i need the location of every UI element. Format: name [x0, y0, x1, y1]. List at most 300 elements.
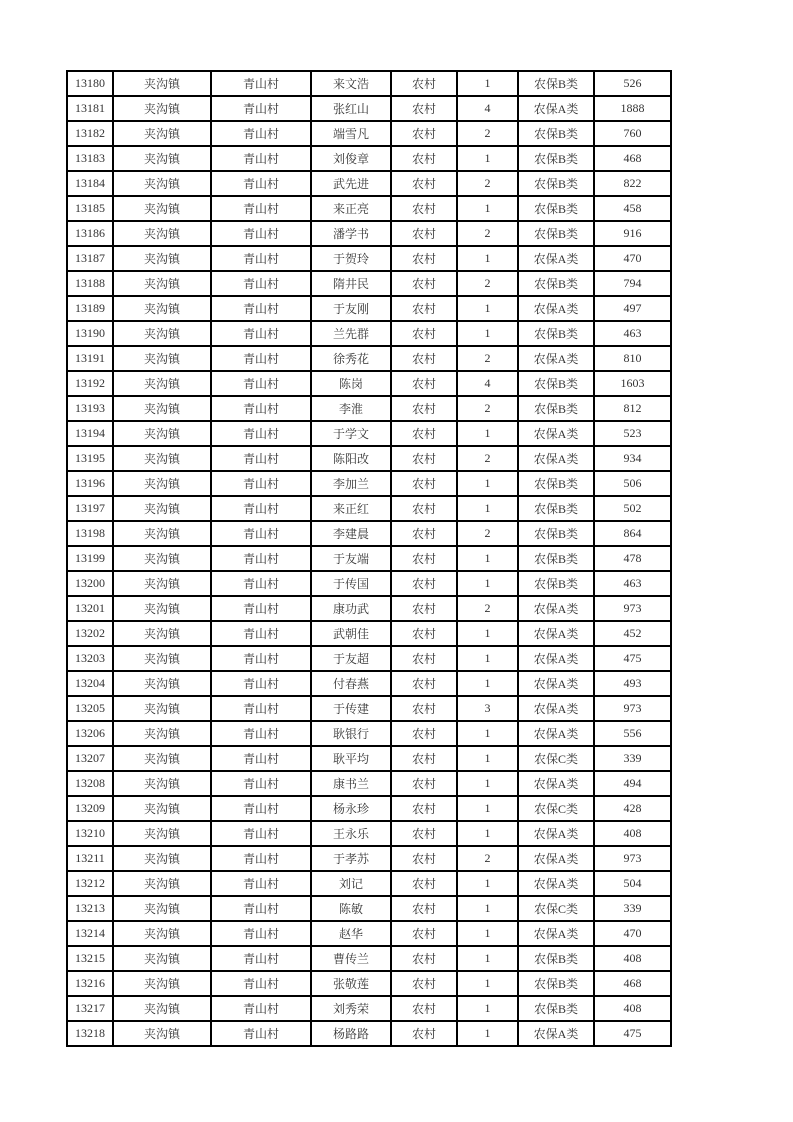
- table-row: [67, 546, 671, 571]
- cell-person-name: 于友超: [311, 646, 391, 671]
- cell-insurance-class: 农保B类: [518, 996, 594, 1021]
- cell-residence-type: 农村: [391, 571, 457, 596]
- cell-residence-type: 农村: [391, 946, 457, 971]
- cell-town: 夹沟镇: [113, 696, 211, 721]
- cell-insurance-class: 农保B类: [518, 321, 594, 346]
- cell-person-count: 4: [457, 96, 518, 121]
- cell-insurance-class: 农保B类: [518, 371, 594, 396]
- cell-insurance-class: 农保C类: [518, 796, 594, 821]
- cell-amount: 810: [594, 346, 671, 371]
- cell-person-count: 2: [457, 221, 518, 246]
- cell-town: 夹沟镇: [113, 446, 211, 471]
- cell-amount: 339: [594, 746, 671, 771]
- cell-amount: 934: [594, 446, 671, 471]
- cell-town: 夹沟镇: [113, 946, 211, 971]
- cell-village: 青山村: [211, 396, 311, 421]
- cell-village: 青山村: [211, 896, 311, 921]
- cell-record-id: 13215: [67, 946, 113, 971]
- table-row: [67, 596, 671, 621]
- cell-insurance-class: 农保C类: [518, 896, 594, 921]
- cell-village: 青山村: [211, 996, 311, 1021]
- cell-record-id: 13191: [67, 346, 113, 371]
- cell-residence-type: 农村: [391, 446, 457, 471]
- cell-person-name: 康书兰: [311, 771, 391, 796]
- cell-person-count: 2: [457, 846, 518, 871]
- cell-person-count: 1: [457, 946, 518, 971]
- cell-person-count: 1: [457, 496, 518, 521]
- cell-village: 青山村: [211, 246, 311, 271]
- records-table: [66, 70, 672, 1047]
- cell-town: 夹沟镇: [113, 421, 211, 446]
- cell-amount: 556: [594, 721, 671, 746]
- cell-town: 夹沟镇: [113, 346, 211, 371]
- table-row: [67, 921, 671, 946]
- cell-village: 青山村: [211, 971, 311, 996]
- cell-person-name: 陈敏: [311, 896, 391, 921]
- cell-record-id: 13205: [67, 696, 113, 721]
- table-row: [67, 821, 671, 846]
- cell-village: 青山村: [211, 721, 311, 746]
- cell-village: 青山村: [211, 521, 311, 546]
- cell-town: 夹沟镇: [113, 821, 211, 846]
- cell-insurance-class: 农保A类: [518, 646, 594, 671]
- cell-record-id: 13199: [67, 546, 113, 571]
- cell-insurance-class: 农保B类: [518, 171, 594, 196]
- cell-record-id: 13203: [67, 646, 113, 671]
- cell-town: 夹沟镇: [113, 496, 211, 521]
- cell-insurance-class: 农保C类: [518, 746, 594, 771]
- cell-amount: 523: [594, 421, 671, 446]
- cell-person-count: 1: [457, 571, 518, 596]
- cell-town: 夹沟镇: [113, 971, 211, 996]
- cell-residence-type: 农村: [391, 96, 457, 121]
- table-row: [67, 721, 671, 746]
- cell-residence-type: 农村: [391, 121, 457, 146]
- cell-residence-type: 农村: [391, 171, 457, 196]
- cell-amount: 493: [594, 671, 671, 696]
- table-row: [67, 346, 671, 371]
- cell-person-name: 于友端: [311, 546, 391, 571]
- cell-person-name: 于友刚: [311, 296, 391, 321]
- cell-record-id: 13180: [67, 71, 113, 96]
- table-row: [67, 96, 671, 121]
- cell-person-name: 康功武: [311, 596, 391, 621]
- table-row: [67, 846, 671, 871]
- cell-person-count: 1: [457, 71, 518, 96]
- cell-town: 夹沟镇: [113, 646, 211, 671]
- cell-town: 夹沟镇: [113, 546, 211, 571]
- cell-person-count: 1: [457, 996, 518, 1021]
- cell-record-id: 13208: [67, 771, 113, 796]
- cell-village: 青山村: [211, 746, 311, 771]
- cell-village: 青山村: [211, 771, 311, 796]
- table-row: [67, 671, 671, 696]
- cell-record-id: 13197: [67, 496, 113, 521]
- cell-person-name: 端雪凡: [311, 121, 391, 146]
- cell-village: 青山村: [211, 871, 311, 896]
- cell-record-id: 13210: [67, 821, 113, 846]
- cell-record-id: 13188: [67, 271, 113, 296]
- cell-record-id: 13213: [67, 896, 113, 921]
- cell-record-id: 13217: [67, 996, 113, 1021]
- table-row: [67, 996, 671, 1021]
- cell-person-count: 1: [457, 321, 518, 346]
- cell-town: 夹沟镇: [113, 171, 211, 196]
- cell-amount: 973: [594, 846, 671, 871]
- cell-insurance-class: 农保A类: [518, 246, 594, 271]
- cell-person-name: 陈岗: [311, 371, 391, 396]
- cell-insurance-class: 农保A类: [518, 346, 594, 371]
- cell-amount: 864: [594, 521, 671, 546]
- cell-village: 青山村: [211, 946, 311, 971]
- cell-residence-type: 农村: [391, 146, 457, 171]
- cell-residence-type: 农村: [391, 621, 457, 646]
- cell-residence-type: 农村: [391, 471, 457, 496]
- cell-residence-type: 农村: [391, 371, 457, 396]
- cell-record-id: 13187: [67, 246, 113, 271]
- table-row: [67, 396, 671, 421]
- cell-record-id: 13216: [67, 971, 113, 996]
- table-row: [67, 871, 671, 896]
- cell-insurance-class: 农保A类: [518, 921, 594, 946]
- cell-person-count: 1: [457, 896, 518, 921]
- cell-person-count: 2: [457, 446, 518, 471]
- cell-residence-type: 农村: [391, 296, 457, 321]
- cell-person-name: 于传建: [311, 696, 391, 721]
- cell-residence-type: 农村: [391, 396, 457, 421]
- cell-residence-type: 农村: [391, 671, 457, 696]
- cell-village: 青山村: [211, 1021, 311, 1046]
- table-row: [67, 471, 671, 496]
- cell-person-count: 1: [457, 671, 518, 696]
- cell-amount: 470: [594, 921, 671, 946]
- table-row: [67, 446, 671, 471]
- cell-village: 青山村: [211, 321, 311, 346]
- cell-person-count: 4: [457, 371, 518, 396]
- table-row: [67, 246, 671, 271]
- cell-village: 青山村: [211, 221, 311, 246]
- cell-residence-type: 农村: [391, 646, 457, 671]
- cell-person-count: 1: [457, 621, 518, 646]
- cell-person-count: 2: [457, 346, 518, 371]
- cell-village: 青山村: [211, 671, 311, 696]
- cell-amount: 463: [594, 321, 671, 346]
- cell-person-name: 武朝佳: [311, 621, 391, 646]
- cell-insurance-class: 农保B类: [518, 396, 594, 421]
- table-row: [67, 271, 671, 296]
- cell-town: 夹沟镇: [113, 371, 211, 396]
- cell-town: 夹沟镇: [113, 1021, 211, 1046]
- cell-amount: 408: [594, 946, 671, 971]
- cell-residence-type: 农村: [391, 496, 457, 521]
- cell-insurance-class: 农保B类: [518, 546, 594, 571]
- cell-record-id: 13192: [67, 371, 113, 396]
- cell-town: 夹沟镇: [113, 746, 211, 771]
- cell-amount: 812: [594, 396, 671, 421]
- cell-village: 青山村: [211, 371, 311, 396]
- cell-residence-type: 农村: [391, 896, 457, 921]
- cell-person-name: 赵华: [311, 921, 391, 946]
- cell-person-name: 刘秀荣: [311, 996, 391, 1021]
- cell-residence-type: 农村: [391, 921, 457, 946]
- cell-amount: 504: [594, 871, 671, 896]
- cell-insurance-class: 农保B类: [518, 496, 594, 521]
- cell-town: 夹沟镇: [113, 96, 211, 121]
- cell-record-id: 13202: [67, 621, 113, 646]
- cell-residence-type: 农村: [391, 796, 457, 821]
- cell-town: 夹沟镇: [113, 221, 211, 246]
- cell-amount: 452: [594, 621, 671, 646]
- cell-insurance-class: 农保A类: [518, 671, 594, 696]
- cell-record-id: 13194: [67, 421, 113, 446]
- cell-insurance-class: 农保A类: [518, 96, 594, 121]
- cell-residence-type: 农村: [391, 771, 457, 796]
- table-row: [67, 421, 671, 446]
- cell-record-id: 13207: [67, 746, 113, 771]
- cell-amount: 475: [594, 646, 671, 671]
- cell-residence-type: 农村: [391, 221, 457, 246]
- cell-insurance-class: 农保A类: [518, 1021, 594, 1046]
- cell-person-count: 2: [457, 271, 518, 296]
- cell-record-id: 13185: [67, 196, 113, 221]
- cell-amount: 428: [594, 796, 671, 821]
- cell-record-id: 13189: [67, 296, 113, 321]
- cell-person-name: 王永乐: [311, 821, 391, 846]
- cell-village: 青山村: [211, 846, 311, 871]
- cell-village: 青山村: [211, 496, 311, 521]
- table-row: [67, 146, 671, 171]
- cell-person-count: 1: [457, 646, 518, 671]
- cell-residence-type: 农村: [391, 846, 457, 871]
- cell-town: 夹沟镇: [113, 121, 211, 146]
- cell-amount: 916: [594, 221, 671, 246]
- cell-record-id: 13212: [67, 871, 113, 896]
- table-row: [67, 171, 671, 196]
- cell-person-count: 1: [457, 746, 518, 771]
- cell-village: 青山村: [211, 296, 311, 321]
- cell-insurance-class: 农保A类: [518, 846, 594, 871]
- cell-residence-type: 农村: [391, 321, 457, 346]
- cell-amount: 502: [594, 496, 671, 521]
- cell-town: 夹沟镇: [113, 721, 211, 746]
- cell-person-count: 1: [457, 971, 518, 996]
- cell-insurance-class: 农保B类: [518, 121, 594, 146]
- cell-person-count: 1: [457, 921, 518, 946]
- cell-amount: 458: [594, 196, 671, 221]
- cell-town: 夹沟镇: [113, 321, 211, 346]
- cell-person-name: 于传国: [311, 571, 391, 596]
- cell-residence-type: 农村: [391, 546, 457, 571]
- cell-person-name: 于贺玲: [311, 246, 391, 271]
- cell-record-id: 13181: [67, 96, 113, 121]
- cell-person-name: 徐秀花: [311, 346, 391, 371]
- cell-town: 夹沟镇: [113, 671, 211, 696]
- cell-village: 青山村: [211, 446, 311, 471]
- cell-record-id: 13214: [67, 921, 113, 946]
- cell-person-count: 1: [457, 721, 518, 746]
- cell-person-count: 1: [457, 146, 518, 171]
- table-row: [67, 296, 671, 321]
- cell-village: 青山村: [211, 121, 311, 146]
- cell-person-name: 张敬莲: [311, 971, 391, 996]
- cell-insurance-class: 农保A类: [518, 596, 594, 621]
- cell-insurance-class: 农保A类: [518, 446, 594, 471]
- cell-town: 夹沟镇: [113, 771, 211, 796]
- cell-person-count: 2: [457, 121, 518, 146]
- cell-person-count: 1: [457, 546, 518, 571]
- cell-town: 夹沟镇: [113, 896, 211, 921]
- cell-person-name: 李加兰: [311, 471, 391, 496]
- table-row: [67, 121, 671, 146]
- cell-residence-type: 农村: [391, 196, 457, 221]
- cell-residence-type: 农村: [391, 521, 457, 546]
- cell-person-count: 1: [457, 1021, 518, 1046]
- cell-amount: 1603: [594, 371, 671, 396]
- cell-person-count: 2: [457, 171, 518, 196]
- cell-residence-type: 农村: [391, 1021, 457, 1046]
- cell-person-name: 刘记: [311, 871, 391, 896]
- table-row: [67, 321, 671, 346]
- cell-person-name: 李建晨: [311, 521, 391, 546]
- cell-person-count: 1: [457, 821, 518, 846]
- cell-insurance-class: 农保B类: [518, 71, 594, 96]
- cell-person-count: 1: [457, 246, 518, 271]
- cell-record-id: 13200: [67, 571, 113, 596]
- cell-insurance-class: 农保B类: [518, 146, 594, 171]
- cell-amount: 497: [594, 296, 671, 321]
- cell-residence-type: 农村: [391, 696, 457, 721]
- cell-record-id: 13201: [67, 596, 113, 621]
- cell-person-name: 来正亮: [311, 196, 391, 221]
- cell-insurance-class: 农保B类: [518, 521, 594, 546]
- cell-village: 青山村: [211, 421, 311, 446]
- cell-residence-type: 农村: [391, 421, 457, 446]
- cell-person-count: 1: [457, 196, 518, 221]
- cell-amount: 794: [594, 271, 671, 296]
- cell-person-count: 3: [457, 696, 518, 721]
- cell-town: 夹沟镇: [113, 921, 211, 946]
- cell-insurance-class: 农保A类: [518, 821, 594, 846]
- cell-person-name: 刘俊章: [311, 146, 391, 171]
- cell-insurance-class: 农保A类: [518, 721, 594, 746]
- cell-person-name: 兰先群: [311, 321, 391, 346]
- table-row: [67, 946, 671, 971]
- cell-insurance-class: 农保B类: [518, 271, 594, 296]
- cell-village: 青山村: [211, 146, 311, 171]
- cell-amount: 463: [594, 571, 671, 596]
- cell-person-count: 2: [457, 596, 518, 621]
- cell-village: 青山村: [211, 571, 311, 596]
- cell-town: 夹沟镇: [113, 196, 211, 221]
- cell-residence-type: 农村: [391, 246, 457, 271]
- cell-town: 夹沟镇: [113, 996, 211, 1021]
- cell-town: 夹沟镇: [113, 796, 211, 821]
- table-row: [67, 646, 671, 671]
- cell-insurance-class: 农保A类: [518, 771, 594, 796]
- cell-village: 青山村: [211, 696, 311, 721]
- cell-residence-type: 农村: [391, 871, 457, 896]
- cell-record-id: 13193: [67, 396, 113, 421]
- cell-insurance-class: 农保B类: [518, 471, 594, 496]
- cell-person-count: 2: [457, 396, 518, 421]
- cell-town: 夹沟镇: [113, 571, 211, 596]
- table-row: [67, 1021, 671, 1046]
- cell-person-name: 张红山: [311, 96, 391, 121]
- cell-town: 夹沟镇: [113, 621, 211, 646]
- cell-residence-type: 农村: [391, 821, 457, 846]
- cell-residence-type: 农村: [391, 271, 457, 296]
- cell-insurance-class: 农保A类: [518, 696, 594, 721]
- cell-person-name: 来正红: [311, 496, 391, 521]
- cell-person-count: 1: [457, 421, 518, 446]
- cell-person-name: 潘学书: [311, 221, 391, 246]
- cell-record-id: 13182: [67, 121, 113, 146]
- cell-insurance-class: 农保A类: [518, 621, 594, 646]
- cell-town: 夹沟镇: [113, 296, 211, 321]
- table-row: [67, 696, 671, 721]
- cell-town: 夹沟镇: [113, 246, 211, 271]
- table-row: [67, 371, 671, 396]
- cell-village: 青山村: [211, 596, 311, 621]
- cell-record-id: 13196: [67, 471, 113, 496]
- table-row: [67, 221, 671, 246]
- cell-amount: 506: [594, 471, 671, 496]
- cell-amount: 494: [594, 771, 671, 796]
- cell-insurance-class: 农保B类: [518, 571, 594, 596]
- cell-village: 青山村: [211, 96, 311, 121]
- cell-person-count: 1: [457, 296, 518, 321]
- table-row: [67, 571, 671, 596]
- cell-amount: 973: [594, 596, 671, 621]
- cell-record-id: 13206: [67, 721, 113, 746]
- cell-record-id: 13209: [67, 796, 113, 821]
- cell-town: 夹沟镇: [113, 871, 211, 896]
- cell-record-id: 13186: [67, 221, 113, 246]
- cell-village: 青山村: [211, 196, 311, 221]
- cell-insurance-class: 农保A类: [518, 871, 594, 896]
- cell-town: 夹沟镇: [113, 846, 211, 871]
- cell-village: 青山村: [211, 646, 311, 671]
- table-row: [67, 71, 671, 96]
- cell-person-name: 杨路路: [311, 1021, 391, 1046]
- cell-amount: 822: [594, 171, 671, 196]
- table-row: [67, 746, 671, 771]
- cell-amount: 973: [594, 696, 671, 721]
- cell-amount: 470: [594, 246, 671, 271]
- cell-village: 青山村: [211, 271, 311, 296]
- cell-town: 夹沟镇: [113, 146, 211, 171]
- cell-amount: 526: [594, 71, 671, 96]
- table-row: [67, 796, 671, 821]
- cell-person-count: 1: [457, 871, 518, 896]
- cell-village: 青山村: [211, 346, 311, 371]
- cell-record-id: 13204: [67, 671, 113, 696]
- cell-residence-type: 农村: [391, 596, 457, 621]
- cell-village: 青山村: [211, 546, 311, 571]
- cell-person-name: 于孝苏: [311, 846, 391, 871]
- cell-town: 夹沟镇: [113, 596, 211, 621]
- table-row: [67, 971, 671, 996]
- cell-person-name: 付春燕: [311, 671, 391, 696]
- cell-record-id: 13198: [67, 521, 113, 546]
- cell-amount: 468: [594, 971, 671, 996]
- records-table-body: [67, 71, 671, 1046]
- cell-amount: 475: [594, 1021, 671, 1046]
- cell-amount: 339: [594, 896, 671, 921]
- cell-amount: 468: [594, 146, 671, 171]
- cell-town: 夹沟镇: [113, 471, 211, 496]
- table-row: [67, 621, 671, 646]
